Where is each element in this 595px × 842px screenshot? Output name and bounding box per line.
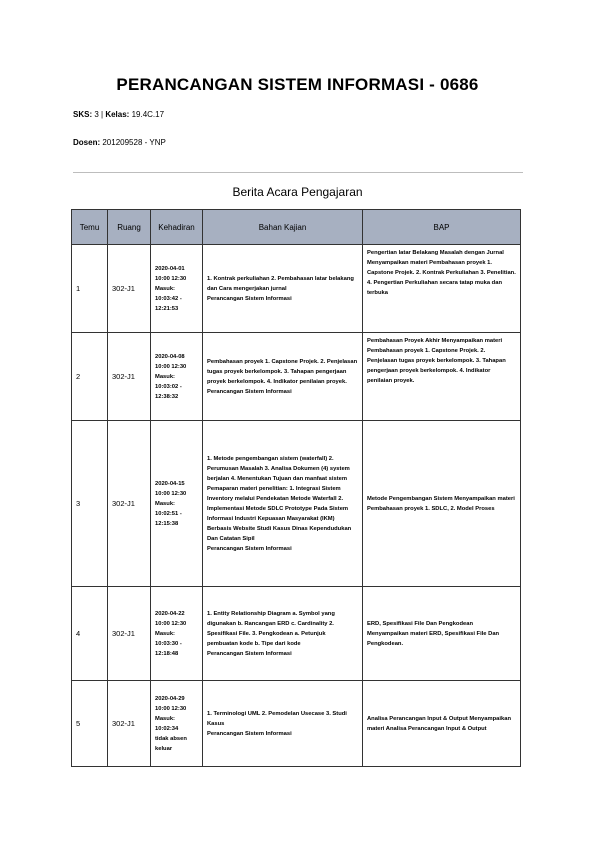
bahan-kajian-text: Pembahasan proyek 1. Capstone Projek. 2. Penjelasan tugas proyek berkelompok. 3. Tahapan pengerjaan proyek berkelompok. 4. Indikator penilaian proyek. <box>207 358 358 385</box>
kehadiran-line: Masuk: <box>155 715 175 722</box>
kehadiran-line: Masuk: <box>155 630 175 637</box>
cell-kehadiran <box>151 245 203 333</box>
cell-kehadiran <box>151 333 203 421</box>
table-row <box>72 245 521 333</box>
kehadiran-line: 2020-04-08 <box>155 353 185 360</box>
kehadiran-line: tidak absen <box>155 735 187 742</box>
kehadiran-line: 10:00 12:30 <box>155 620 187 627</box>
table-row <box>72 421 521 587</box>
bahan-kajian-text: Perancangan Sistem Informasi <box>207 730 292 737</box>
cell-temu: 3 <box>72 421 108 587</box>
table-row <box>72 587 521 681</box>
cell-kehadiran <box>151 681 203 767</box>
kehadiran-line: 10:00 12:30 <box>155 275 187 282</box>
bahan-kajian-text: 1. Entity Relationship Diagram a. Symbol yang digunakan b. Rancangan ERD c. Cardinality 2. Spesifikasi File. 3. Pengkodean a. Petunjuk pembuatan kode b. Tipe dari kode <box>207 610 335 647</box>
divider <box>73 172 523 173</box>
cell-ruang: 302-J1 <box>108 587 151 681</box>
cell-bap <box>363 333 521 421</box>
kehadiran-line: 10:03:02 - <box>155 383 182 390</box>
cell-ruang: 302-J1 <box>108 333 151 421</box>
bahan-kajian-text: Perancangan Sistem Informasi <box>207 388 292 395</box>
cell-temu: 5 <box>72 681 108 767</box>
dosen-label: Dosen: <box>73 138 101 147</box>
kehadiran-line: 12:21:53 <box>155 305 179 312</box>
cell-bahan-kajian <box>203 421 363 587</box>
cell-bap <box>363 421 521 587</box>
kehadiran-line: Masuk: <box>155 500 175 507</box>
dosen-value: 201209528 - YNP <box>100 138 166 147</box>
col-kehadiran: Kehadiran <box>151 210 203 245</box>
kehadiran-line: 2020-04-29 <box>155 695 185 702</box>
bahan-kajian-text: Perancangan Sistem Informasi <box>207 650 292 657</box>
bahan-kajian-text: Perancangan Sistem Informasi <box>207 545 292 552</box>
cell-temu: 2 <box>72 333 108 421</box>
cell-kehadiran <box>151 421 203 587</box>
kehadiran-line: keluar <box>155 745 173 752</box>
sks-label: SKS: <box>73 110 93 119</box>
bap-text: Pembahasan Proyek Akhir Menyampaikan materi Pembahasan proyek 1. Capstone Projek. 2. Penjelasan tugas proyek berkelompok. 3. Tahapan pengerjaan proyek berkelompok. 4. Indikator penilaian proyek. <box>367 338 506 384</box>
bap-text: Pengertian latar Belakang Masalah dengan Jurnal Menyampaikan materi Pembahasan proyek 1. Capstone Projek. 2. Kontrak Perkuliahan 3. Penelitian. 4. Pengertian Perkuliahan secara tatap muka dan terbuka <box>367 250 516 296</box>
kehadiran-line: 10:03:42 - <box>155 295 182 302</box>
kelas-value: 19.4C.17 <box>129 110 165 119</box>
bahan-kajian-text: 1. Metode pengembangan sistem (waterfall) 2. Perumusan Masalah 3. Analisa Dokumen (4) system berjalan 4. Menentukan Tujuan dan manfaat sistem Pemaparan materi penelitian: 1. Integrasi Sistem Inventory melalui Pendekatan Metode Waterfall 2. Implementasi Metode SDLC Prototype Pada Sistem Informasi Industri Kepuasan Masyarakat (IKM) Berbasis Website Studi Kasus Dinas Kependudukan Dan Catatan Sipil <box>207 455 352 542</box>
col-ruang: Ruang <box>108 210 151 245</box>
kehadiran-line: 10:02:51 - <box>155 510 182 517</box>
kehadiran-line: 10:00 12:30 <box>155 490 187 497</box>
kehadiran-line: 12:38:32 <box>155 393 179 400</box>
cell-ruang: 302-J1 <box>108 421 151 587</box>
kehadiran-line: 12:15:38 <box>155 520 179 527</box>
page-title: PERANCANGAN SISTEM INFORMASI - 0686 <box>116 75 479 94</box>
cell-ruang: 302-J1 <box>108 681 151 767</box>
cell-bahan-kajian <box>203 681 363 767</box>
kehadiran-line: 10:00 12:30 <box>155 363 187 370</box>
bahan-kajian-text: 1. Kontrak perkuliahan 2. Pembahasan latar belakang dan Cara mengerjakan jurnal <box>207 275 354 292</box>
cell-bahan-kajian <box>203 587 363 681</box>
table-header-row <box>72 210 521 245</box>
kehadiran-line: 10:03:30 - <box>155 640 182 647</box>
table-row <box>72 333 521 421</box>
cell-bap <box>363 681 521 767</box>
sks-kelas-line <box>73 110 164 119</box>
kehadiran-line: 2020-04-15 <box>155 480 185 487</box>
bahan-kajian-text: Perancangan Sistem Informasi <box>207 295 292 302</box>
bap-text: Metode Pengembangan Sistem Menyampaikan materi Pembahasan proyek 1. SDLC, 2. Model Proses <box>367 495 515 512</box>
kehadiran-line: 10:02:34 <box>155 725 179 732</box>
cell-bap <box>363 245 521 333</box>
section-title: Berita Acara Pengajaran <box>232 185 363 199</box>
kehadiran-line: Masuk: <box>155 373 175 380</box>
bahan-kajian-text: 1. Terminologi UML 2. Pemodelan Usecase 3. Studi Kasus <box>207 710 347 727</box>
dosen-line <box>73 138 166 147</box>
cell-bap <box>363 587 521 681</box>
cell-temu: 1 <box>72 245 108 333</box>
col-bap: BAP <box>363 210 521 245</box>
cell-bahan-kajian <box>203 245 363 333</box>
bap-text: Analisa Perancangan Input & Output Menyampaikan materi Analisa Perancangan Input & Output <box>367 715 511 732</box>
col-temu: Temu <box>72 210 108 245</box>
cell-temu: 4 <box>72 587 108 681</box>
bap-table <box>71 209 521 767</box>
cell-kehadiran <box>151 587 203 681</box>
kehadiran-line: 12:18:48 <box>155 650 179 657</box>
bap-text: ERD, Spesifikasi File Dan Pengkodean Menyampaikan materi ERD, Spesifikasi File Dan Pengkodean. <box>367 620 500 647</box>
kehadiran-line: 10:00 12:30 <box>155 705 187 712</box>
cell-bahan-kajian <box>203 333 363 421</box>
cell-ruang: 302-J1 <box>108 245 151 333</box>
sks-value: 3 | <box>92 110 106 119</box>
kehadiran-line: Masuk: <box>155 285 175 292</box>
kehadiran-line: 2020-04-22 <box>155 610 185 617</box>
kehadiran-line: 2020-04-01 <box>155 265 185 272</box>
table-row <box>72 681 521 767</box>
kelas-label: Kelas: <box>105 110 130 119</box>
col-bahan-kajian: Bahan Kajian <box>203 210 363 245</box>
